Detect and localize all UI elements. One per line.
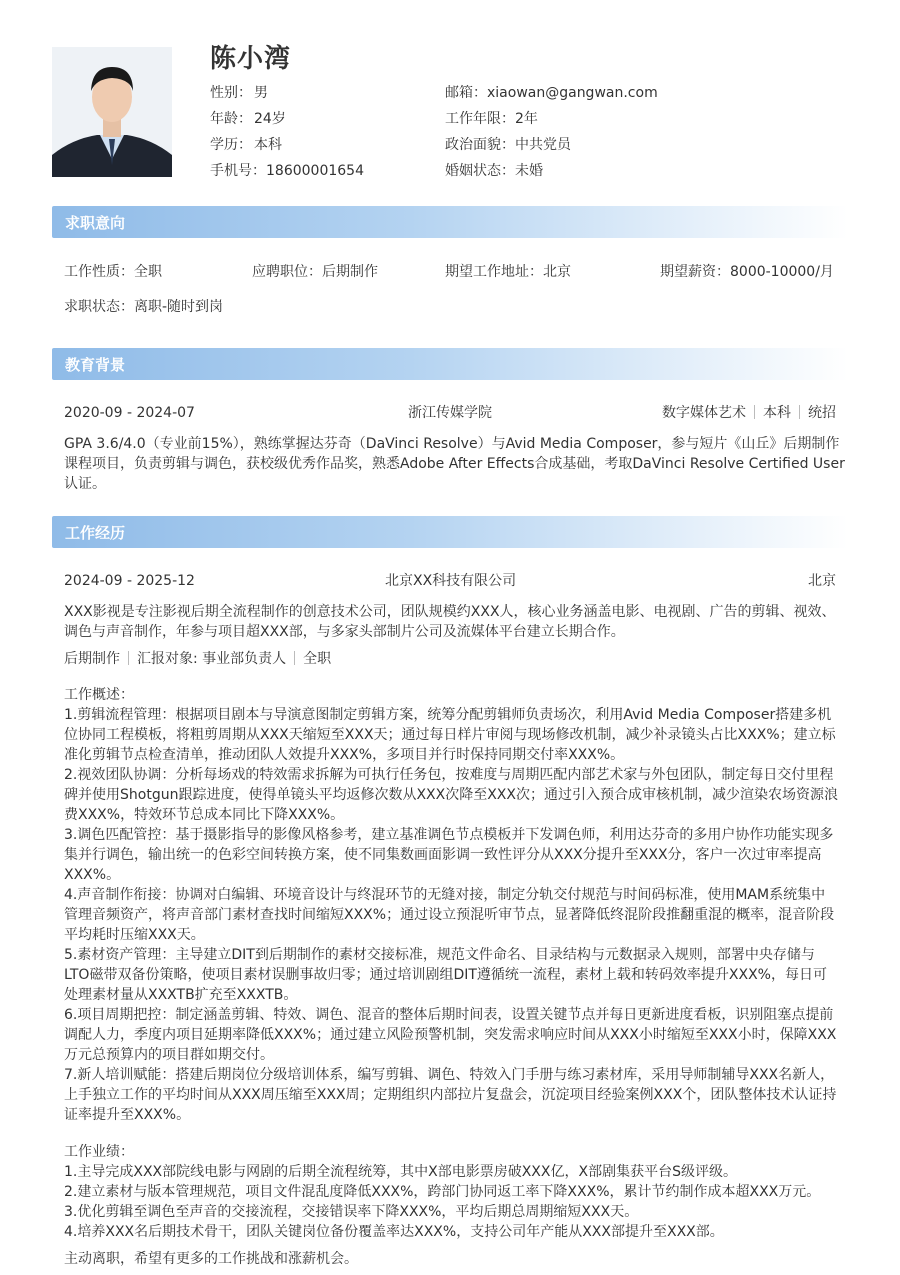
- overview-line: 费XXX%，特效环节总成本同比下降XXX%。: [64, 807, 345, 823]
- overview-line: 万元总预算内的项目群如期交付。: [64, 1047, 274, 1063]
- intent-status: [64, 297, 223, 317]
- overview-line: 6.项目周期把控：制定涵盖剪辑、特效、调色、混音的整体后期时间表，设置关键节点并每日更新进度看板，识别阻塞点提前: [64, 1007, 834, 1023]
- years-label: 工作年限：: [445, 111, 515, 127]
- avatar-illustration: [52, 47, 172, 177]
- years-value: 2年: [515, 111, 538, 127]
- overview-line: 证率提升至XXX%。: [64, 1107, 191, 1123]
- education-school: 浙江传媒学院: [408, 405, 492, 421]
- company-desc-line: XXX影视是专注影视后期全流程制作的创意技术公司，团队规模约XXX人，核心业务涵盖电影、电视剧、广告的剪辑、视效、: [64, 604, 836, 620]
- education-major-line: [662, 403, 836, 423]
- candidate-name: 陈小湾: [210, 44, 292, 74]
- work-achievements: [64, 1142, 840, 1242]
- work-period: 2024-09 - 2025-12: [64, 573, 195, 589]
- achievement-line: 4.培养XXX名后期技术骨干，团队关键岗位备份覆盖率达XXX%，支持公司年产能从XXX部提升至XXX部。: [64, 1224, 724, 1240]
- education-mode: 统招: [808, 405, 836, 421]
- email-value: xiaowan@gangwan.com: [487, 85, 658, 101]
- overview-title: 工作概述：: [64, 687, 134, 703]
- political-label: 政治面貌：: [445, 137, 515, 153]
- achievement-line: 2.建立素材与版本管理规范，项目文件混乱度降低XXX%，跨部门协同返工率下降XXX%，累计节约制作成本超XXX万元。: [64, 1184, 821, 1200]
- overview-line: 4.声音制作衔接：协调对白编辑、环境音设计与终混环节的无缝对接，制定分轨交付规范与时间码标准，使用MAM系统集中: [64, 887, 826, 903]
- education-major: 数字媒体艺术: [662, 405, 746, 421]
- age-row: [210, 109, 286, 129]
- email-label: 邮箱：: [445, 85, 487, 101]
- marital-label: 婚姻状态：: [445, 163, 515, 179]
- achievements-title: 工作业绩：: [64, 1144, 134, 1160]
- leave-reason: 主动离职，希望有更多的工作挑战和涨薪机会。: [64, 1251, 358, 1267]
- political-value: 中共党员: [515, 137, 571, 153]
- achievement-line: 3.优化剪辑至调色至声音的交接流程，交接错误率下降XXX%，平均后期总周期缩短XXX天。: [64, 1204, 639, 1220]
- intent-location-value: 北京: [543, 264, 571, 280]
- overview-line: XXX%。: [64, 867, 121, 883]
- section-title-education: 教育背景: [65, 356, 126, 374]
- work-mode: 全职: [303, 651, 332, 667]
- work-company: 北京XX科技有限公司: [385, 573, 517, 589]
- overview-line: 1.剪辑流程管理：根据项目剧本与导演意图制定剪辑方案，统筹分配剪辑师负责场次，利用Avid Media Composer搭建多机: [64, 707, 832, 723]
- phone-value: 18600001654: [266, 163, 364, 179]
- divider: [799, 405, 800, 419]
- intent-type: [64, 262, 162, 282]
- intent-salary-label: 期望薪资：: [660, 264, 730, 280]
- age-label: 年龄：: [210, 111, 252, 127]
- gender-label: 性别：: [210, 85, 252, 101]
- intent-location-label: 期望工作地址：: [445, 264, 543, 280]
- overview-line: 位协同工程模板，将粗剪周期从XXX天缩短至XXX天；通过每日样片审阅与现场修改机制，减少补录镜头占比XXX%；建立标: [64, 727, 836, 743]
- overview-line: 7.新人培训赋能：搭建后期岗位分级培训体系，编写剪辑、调色、特效入门手册与练习素材库，采用导师制辅导XXX名新人，: [64, 1067, 835, 1083]
- intent-location: [445, 262, 571, 282]
- section-header-education: [52, 348, 848, 380]
- marital-row: [445, 161, 543, 181]
- intent-status-label: 求职状态：: [64, 299, 134, 315]
- overview-line: 调配人力，季度内项目延期率降低XXX%；通过建立风险预警机制，突发需求响应时间从XXX小时缩短至XXX小时，保障XXX: [64, 1027, 837, 1043]
- education-description: [64, 434, 845, 494]
- political-row: [445, 135, 571, 155]
- work-report: 汇报对象: 事业部负责人: [137, 651, 287, 667]
- intent-position-label: 应聘职位：: [252, 264, 322, 280]
- company-description: [64, 602, 840, 642]
- section-header-intent: [52, 206, 848, 238]
- gender-row: [210, 83, 268, 103]
- education-desc-line: GPA 3.6/4.0（专业前15%），熟练掌握达芬奇（DaVinci Resolve）与Avid Media Composer，参与短片《山丘》后期制作: [64, 436, 840, 452]
- intent-salary-value: 8000-10000/月: [730, 264, 834, 280]
- divider: [754, 405, 755, 419]
- intent-salary: [660, 262, 834, 282]
- phone-label: 手机号：: [210, 163, 266, 179]
- work-city: 北京: [808, 573, 836, 589]
- section-title-work: 工作经历: [65, 524, 126, 542]
- intent-position-value: 后期制作: [322, 264, 378, 280]
- profile-photo: [52, 47, 172, 177]
- work-overview: [64, 685, 840, 1125]
- overview-line: 准化剪辑节点检查清单，推动团队人效提升XXX%，多项目并行时保持同期交付率XXX%。: [64, 747, 625, 763]
- section-header-work: [52, 516, 848, 548]
- education-desc-line: 课程项目，负责剪辑与调色，获校级优秀作品奖，熟悉Adobe After Effects合成基础，考取DaVinci Resolve Certified User: [64, 456, 845, 472]
- overview-line: 处理素材量从XXXTB扩充至XXXTB。: [64, 987, 298, 1003]
- age-value: 24岁: [254, 111, 286, 127]
- intent-position: [252, 262, 378, 282]
- achievement-line: 1.主导完成XXX部院线电影与网剧的后期全流程统筹，其中X部电影票房破XXX亿，X部剧集获平台S级评级。: [64, 1164, 737, 1180]
- overview-line: 管理音频资产，将声音部门素材查找时间缩短XXX%；通过设立预混听审节点，显著降低终混阶段推翻重混的概率，混音阶段: [64, 907, 835, 923]
- overview-line: 平均耗时压缩XXX天。: [64, 927, 205, 943]
- overview-line: 5.素材资产管理：主导建立DIT到后期制作的素材交接标准，规范文件命名、目录结构与元数据录入规则，部署中央存储与: [64, 947, 815, 963]
- education-desc-line: 认证。: [64, 476, 106, 492]
- intent-status-value: 离职-随时到岗: [134, 299, 224, 315]
- email-row: [445, 83, 658, 103]
- education-degree: 本科: [763, 405, 791, 421]
- intent-type-label: 工作性质：: [64, 264, 134, 280]
- divider: [128, 651, 129, 665]
- education-level-value: 本科: [254, 137, 282, 153]
- education-period: 2020-09 - 2024-07: [64, 405, 195, 421]
- section-title-intent: 求职意向: [65, 214, 126, 232]
- overview-line: 3.调色匹配管控：基于摄影指导的影像风格参考，建立基准调色节点模板并下发调色师，利用达芬奇的多用户协作功能实现多: [64, 827, 834, 843]
- company-desc-line: 调色与声音制作，年参与项目超XXX部，与多家头部制片公司及流媒体平台建立长期合作。: [64, 624, 625, 640]
- overview-line: 2.视效团队协调：分析每场戏的特效需求拆解为可执行任务包，按难度与周期匹配内部艺术家与外包团队，制定每日交付里程: [64, 767, 834, 783]
- divider: [294, 651, 295, 665]
- overview-line: 集并行调色，输出统一的色彩空间转换方案，使不同集数画面影调一致性评分从XXX分提升至XXX分，客户一次过审率提高: [64, 847, 822, 863]
- education-level-row: [210, 135, 282, 155]
- overview-line: LTO磁带双备份策略，使项目素材误删事故归零；通过培训剧组DIT遵循统一流程，素材上载和转码效率提升XXX%，每日可: [64, 967, 827, 983]
- phone-row: [210, 161, 364, 181]
- intent-type-value: 全职: [134, 264, 162, 280]
- education-level-label: 学历：: [210, 137, 252, 153]
- work-role-line: [64, 649, 331, 669]
- overview-line: 上手独立工作的平均时间从XXX周压缩至XXX周；定期组织内部拉片复盘会，沉淀项目经验案例XXX个，团队整体技术认证持: [64, 1087, 837, 1103]
- years-row: [445, 109, 538, 129]
- overview-line: 碑并使用Shotgun跟踪进度，使得单镜头平均返修次数从XXX次降至XXX次；通过引入预合成审核机制，减少渲染农场资源浪: [64, 787, 838, 803]
- marital-value: 未婚: [515, 163, 543, 179]
- work-role: 后期制作: [64, 651, 120, 667]
- gender-value: 男: [254, 85, 268, 101]
